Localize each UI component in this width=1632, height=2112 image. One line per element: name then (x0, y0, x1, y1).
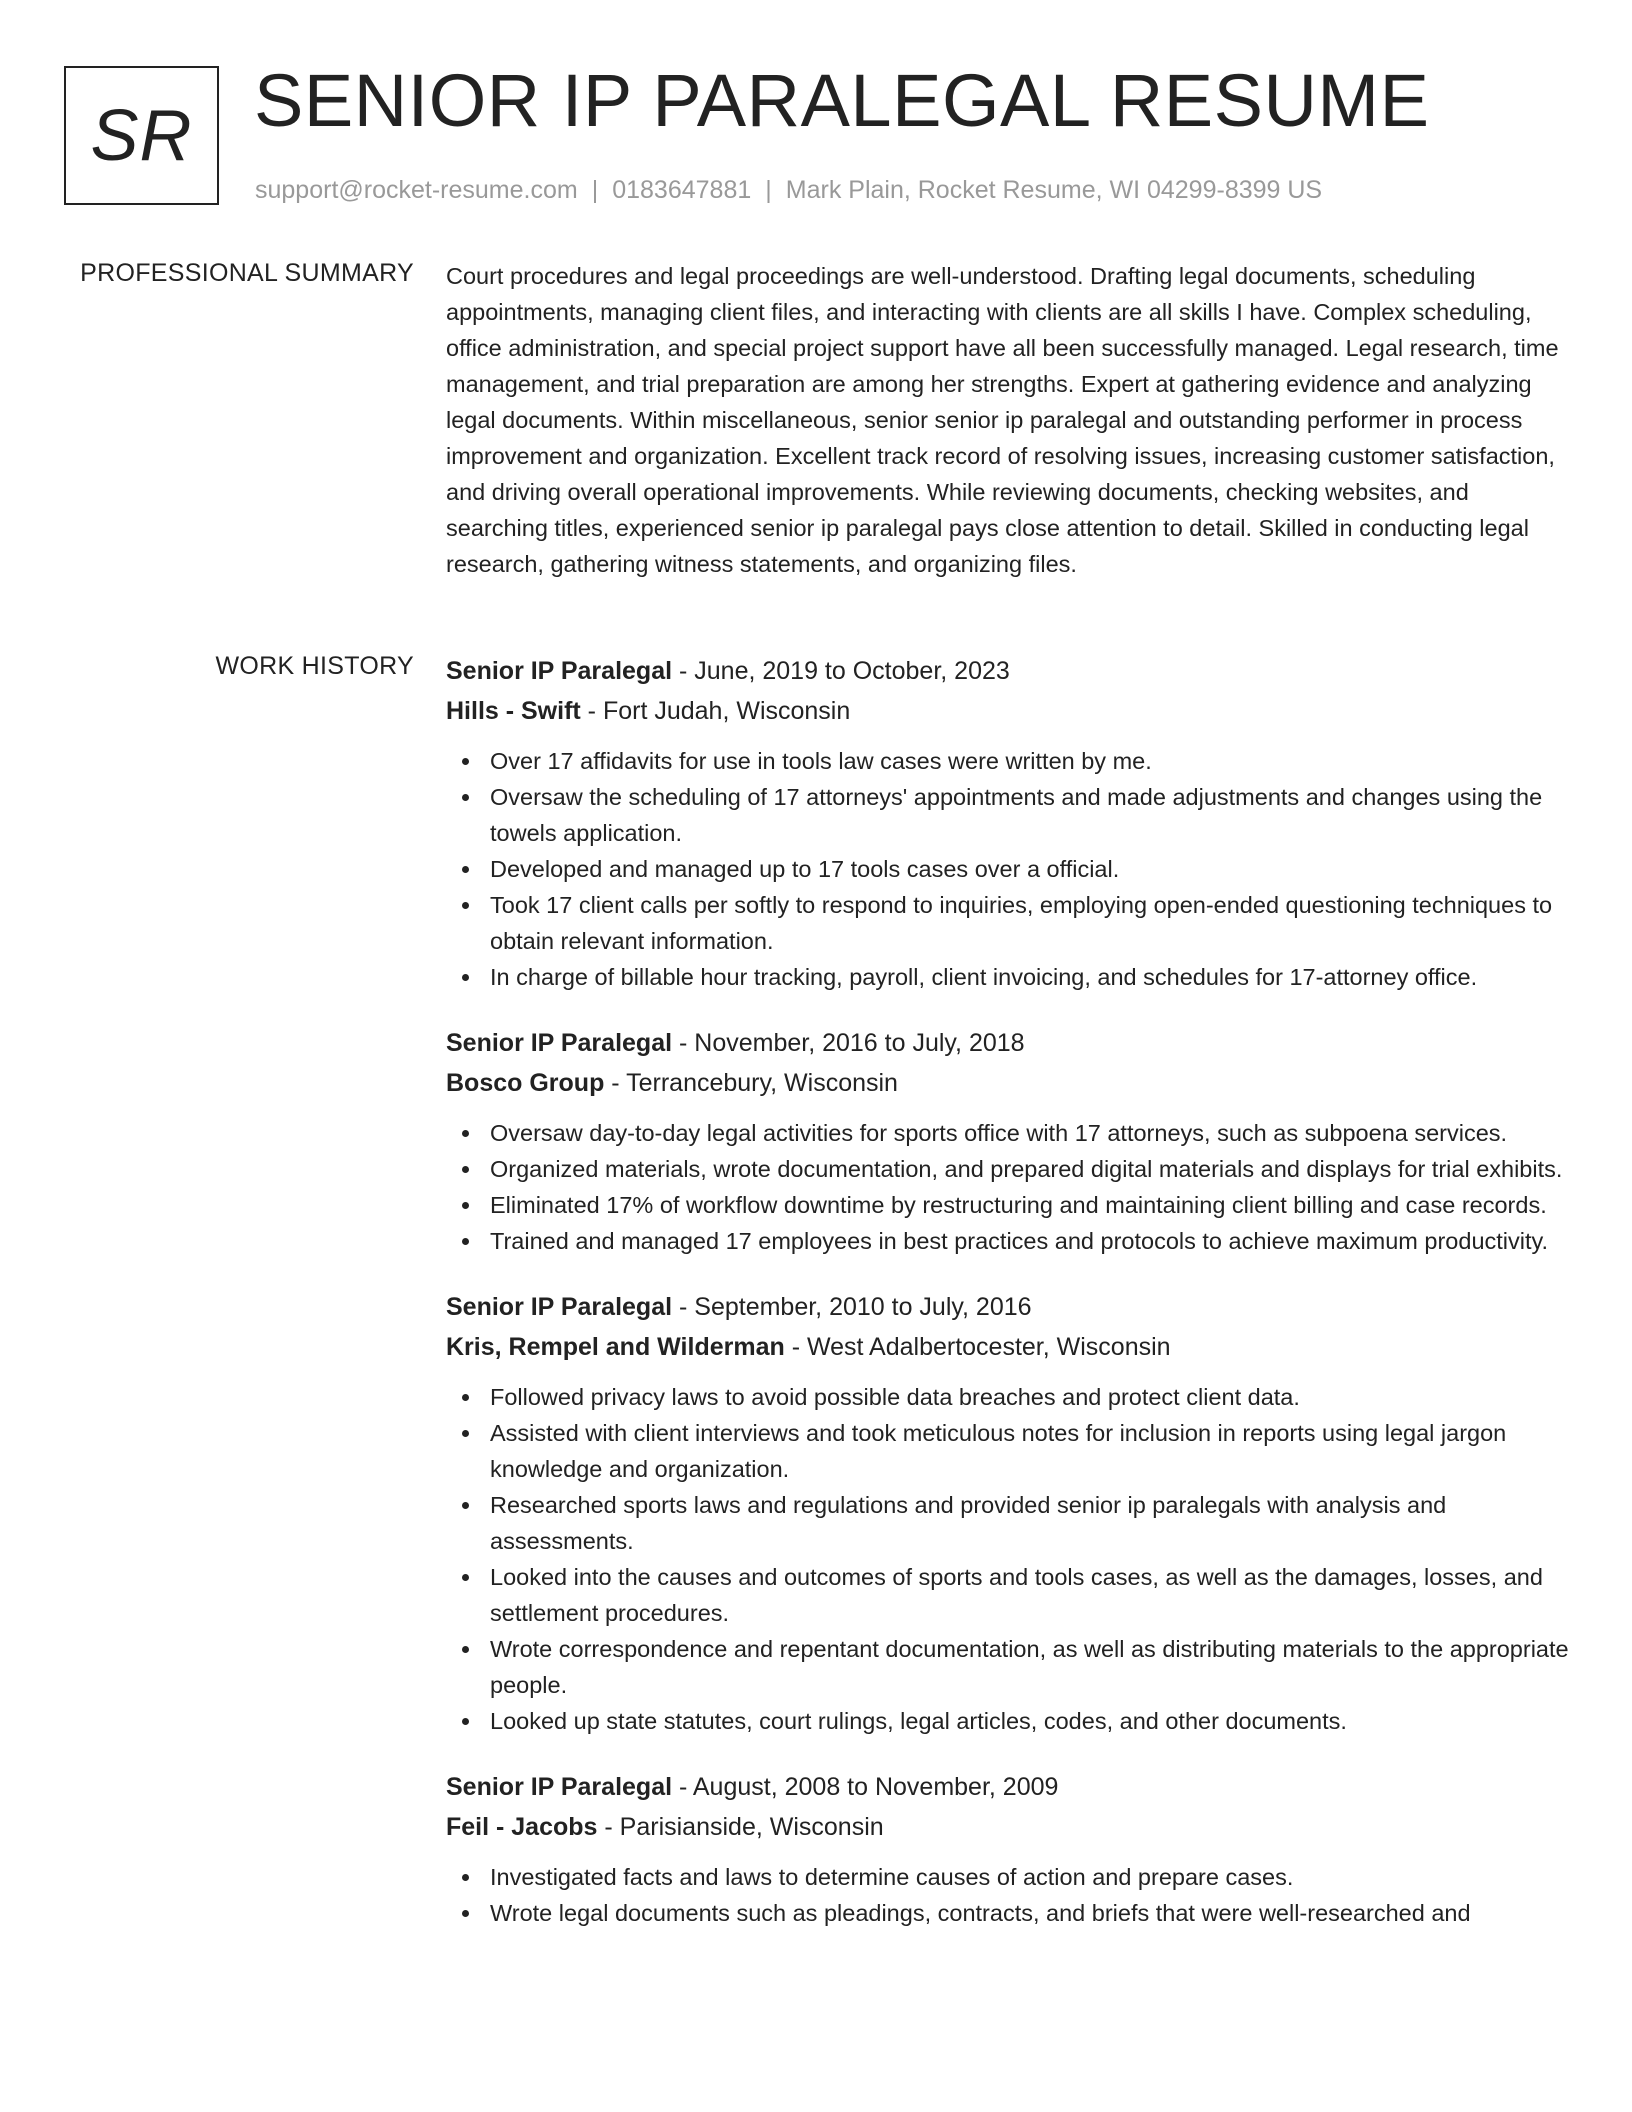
job-bullet: Wrote legal documents such as pleadings, contracts, and briefs that were well-researched and (490, 1895, 1570, 1931)
job-bullet: Researched sports laws and regulations and provided senior ip paralegals with analysis and assessments. (490, 1487, 1570, 1559)
job-company-line (446, 691, 1570, 731)
job-bullet-list (446, 743, 1570, 995)
job-location: - Terrancebury, Wisconsin (604, 1069, 898, 1097)
job-company: Kris, Rempel and Wilderman (446, 1333, 785, 1361)
contact-email: support@rocket-resume.com (255, 176, 578, 204)
job-company-line (446, 1327, 1570, 1367)
job-dates: - June, 2019 to October, 2023 (672, 657, 1010, 685)
job-company-line (446, 1063, 1570, 1103)
job-bullet: In charge of billable hour tracking, payroll, client invoicing, and schedules for 17-attorney office. (490, 959, 1570, 995)
job-bullet: Oversaw the scheduling of 17 attorneys' appointments and made adjustments and changes using the towels application. (490, 779, 1570, 851)
job-bullet-list (446, 1379, 1570, 1739)
work-history-list (446, 651, 1570, 1959)
job-title: Senior IP Paralegal (446, 1029, 673, 1057)
job-bullet: Investigated facts and laws to determine causes of action and prepare cases. (490, 1859, 1570, 1895)
job-bullet-list (446, 1115, 1570, 1259)
job-title-line (446, 1023, 1570, 1063)
job-bullet: Organized materials, wrote documentation, and prepared digital materials and displays for trial exhibits. (490, 1151, 1570, 1187)
job-bullet-list (446, 1859, 1570, 1931)
summary-text: Court procedures and legal proceedings are well-understood. Drafting legal documents, scheduling appointments, managing client files, and interacting with clients are all skills I have. Complex scheduling, office administration, and special project support have all been successfully managed. Legal research, time management, and trial preparation are among her strengths. Expert at gathering evidence and analyzing legal documents. Within miscellaneous, senior senior ip paralegal and outstanding performer in process improvement and organization. Excellent track record of resolving issues, increasing customer satisfaction, and driving overall operational improvements. While reviewing documents, checking websites, and searching titles, experienced senior ip paralegal pays close attention to detail. Skilled in conducting legal research, gathering witness statements, and organizing files. (446, 263, 1559, 577)
monogram-logo (64, 66, 219, 205)
job-location: - Fort Judah, Wisconsin (580, 697, 851, 725)
job-company: Bosco Group (446, 1069, 605, 1097)
job-bullet: Eliminated 17% of workflow downtime by restructuring and maintaining client billing and case records. (490, 1187, 1570, 1223)
job-title: Senior IP Paralegal (446, 1773, 673, 1801)
job-bullet: Took 17 client calls per softly to respond to inquiries, employing open-ended questioning techniques to obtain relevant information. (490, 887, 1570, 959)
summary-section-label: PROFESSIONAL SUMMARY (80, 259, 414, 287)
job-title-line (446, 1767, 1570, 1807)
job-location: - West Adalbertocester, Wisconsin (784, 1333, 1171, 1361)
job-title: Senior IP Paralegal (446, 1293, 673, 1321)
job-bullet: Over 17 affidavits for use in tools law cases were written by me. (490, 743, 1570, 779)
contact-phone: 0183647881 (612, 176, 752, 204)
job-dates: - August, 2008 to November, 2009 (672, 1773, 1059, 1801)
job-company-line (446, 1807, 1570, 1847)
job-bullet: Followed privacy laws to avoid possible data breaches and protect client data. (490, 1379, 1570, 1415)
job-entry (446, 1287, 1570, 1739)
job-company: Hills - Swift (446, 697, 581, 725)
job-title-line (446, 1287, 1570, 1327)
job-bullet: Wrote correspondence and repentant documentation, as well as distributing materials to the appropriate people. (490, 1631, 1570, 1703)
job-company: Feil - Jacobs (446, 1813, 598, 1841)
job-bullet: Oversaw day-to-day legal activities for sports office with 17 attorneys, such as subpoena services. (490, 1115, 1570, 1151)
job-bullet: Trained and managed 17 employees in best practices and protocols to achieve maximum productivity. (490, 1223, 1570, 1259)
job-entry (446, 1023, 1570, 1259)
work-history-section-label: WORK HISTORY (215, 652, 414, 680)
job-location: - Parisianside, Wisconsin (597, 1813, 884, 1841)
contact-address: Mark Plain, Rocket Resume, WI 04299-8399 US (785, 176, 1323, 204)
job-bullet: Looked up state statutes, court rulings, legal articles, codes, and other documents. (490, 1703, 1570, 1739)
job-entry (446, 651, 1570, 995)
job-entry (446, 1767, 1570, 1931)
monogram-text: SR (90, 95, 193, 176)
job-dates: - November, 2016 to July, 2018 (672, 1029, 1025, 1057)
resume-title: SENIOR IP PARALEGAL RESUME (254, 59, 1430, 142)
job-bullet: Looked into the causes and outcomes of sports and tools cases, as well as the damages, losses, and settlement procedures. (490, 1559, 1570, 1631)
job-title: Senior IP Paralegal (446, 657, 673, 685)
job-bullet: Assisted with client interviews and took meticulous notes for inclusion in reports using legal jargon knowledge and organization. (490, 1415, 1570, 1487)
job-bullet: Developed and managed up to 17 tools cases over a official. (490, 851, 1570, 887)
contact-separator: | (591, 176, 599, 204)
contact-line (255, 174, 1322, 206)
job-title-line (446, 651, 1570, 691)
contact-separator: | (765, 176, 772, 204)
job-dates: - September, 2010 to July, 2016 (672, 1293, 1032, 1321)
